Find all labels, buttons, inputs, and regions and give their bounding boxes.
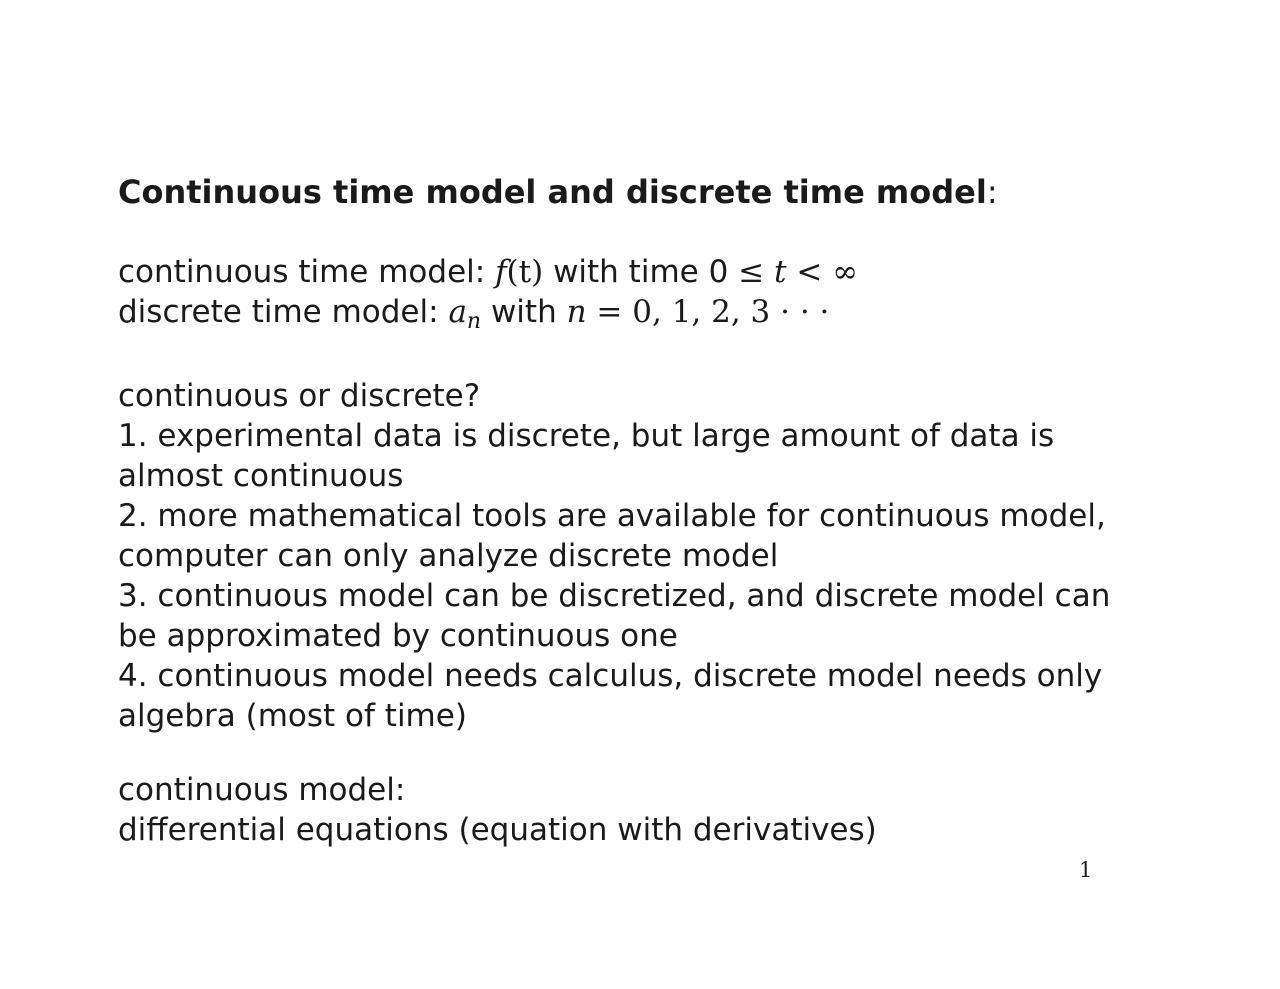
sequence-symbol: a: [448, 294, 467, 330]
index-variable: n: [566, 294, 587, 330]
continuous-model-heading: continuous model:: [118, 772, 406, 808]
list-item-line: algebra (most of time): [118, 698, 467, 734]
spacer: [118, 342, 1164, 376]
list-item: [118, 496, 1164, 576]
slide-title-text: Continuous time model and discrete time model: [118, 173, 987, 211]
discrete-definition-prefix: discrete time model:: [118, 294, 439, 330]
equals-symbol: =: [596, 294, 623, 330]
list-item-line: 4. continuous model needs calculus, discrete model needs only: [118, 658, 1103, 694]
continuous-definition-prefix: continuous time model:: [118, 254, 486, 290]
continuous-definition-middle: with time: [553, 254, 699, 290]
continuous-definition: [118, 252, 1164, 292]
continuous-model-description: differential equations (equation with derivatives): [118, 812, 877, 848]
list-item: [118, 656, 1164, 736]
discrete-definition-middle: with: [490, 294, 557, 330]
page-number: 1: [1079, 858, 1093, 882]
list-item: [118, 576, 1164, 656]
range-lower-bound: 0: [708, 254, 729, 290]
discrete-definition: [118, 292, 1164, 342]
list-item: [118, 416, 1164, 496]
time-variable: t: [774, 254, 787, 290]
list-item-line: computer can only analyze discrete model: [118, 538, 779, 574]
function-argument: (t): [506, 254, 544, 290]
index-values: 0, 1, 2, 3 · · ·: [632, 294, 830, 330]
list-item-line: 3. continuous model can be discretized, and discrete model can: [118, 578, 1111, 614]
sequence-subscript: n: [466, 309, 482, 334]
leq-symbol: ≤: [738, 254, 765, 290]
slide-title-colon: :: [986, 173, 998, 211]
infinity-symbol: ∞: [832, 254, 859, 290]
list-item-line: 2. more mathematical tools are available for continuous model,: [118, 498, 1106, 534]
question-heading: continuous or discrete?: [118, 378, 481, 414]
function-symbol: f: [495, 254, 507, 290]
spacer: [118, 214, 1164, 252]
list-item-line: almost continuous: [118, 458, 404, 494]
spacer: [118, 736, 1164, 770]
slide-title: [118, 170, 1164, 214]
list-item-line: be approximated by continuous one: [118, 618, 678, 654]
lt-symbol: <: [796, 254, 823, 290]
slide-content: [118, 170, 1164, 850]
list-item-line: 1. experimental data is discrete, but large amount of data is: [118, 418, 1055, 454]
